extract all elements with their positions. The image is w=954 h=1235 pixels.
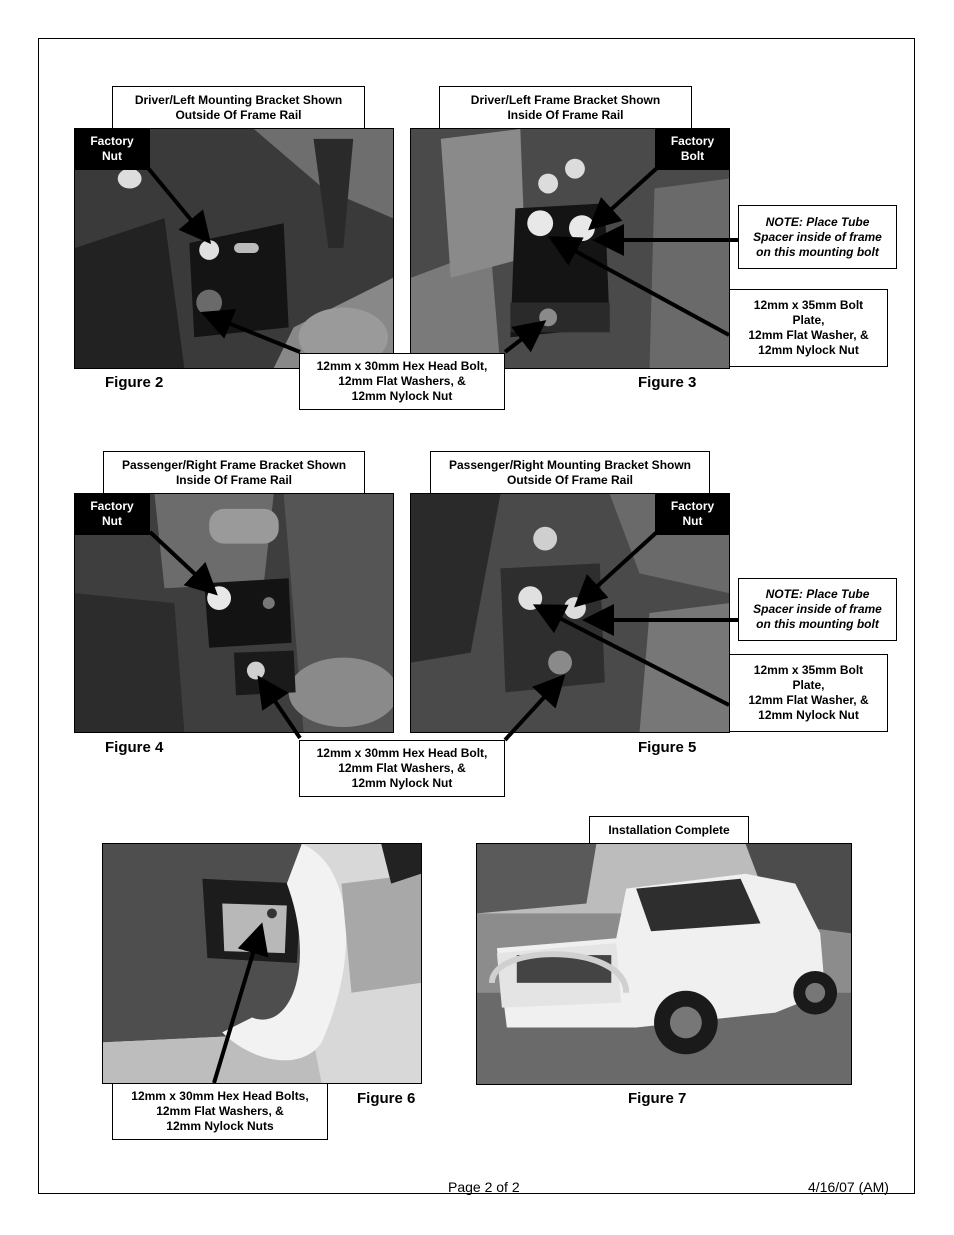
figure-6-photo [102, 843, 422, 1084]
figure-5-header: Passenger/Right Mounting Bracket Shown Outside Of Frame Rail [430, 451, 710, 493]
figure-3-label: Figure 3 [638, 374, 697, 391]
factory-nut-tag-2: Factory Nut [74, 493, 150, 535]
figure-7-label: Figure 7 [628, 1090, 687, 1107]
bolt-plate-callout-1: 12mm x 35mm Bolt Plate, 12mm Flat Washer, & 12mm Nylock Nut [729, 289, 888, 367]
bolt-plate-callout-2: 12mm x 35mm Bolt Plate, 12mm Flat Washer, & 12mm Nylock Nut [729, 654, 888, 732]
figure-4-header: Passenger/Right Frame Bracket Shown Inside Of Frame Rail [103, 451, 365, 493]
factory-bolt-tag: Factory Bolt [655, 128, 730, 170]
document-date: 4/16/07 (AM) [808, 1179, 889, 1195]
factory-nut-tag: Factory Nut [74, 128, 150, 170]
figure-4-label: Figure 4 [105, 739, 164, 756]
figure-7-header: Installation Complete [589, 816, 749, 843]
factory-nut-tag-3: Factory Nut [655, 493, 730, 535]
page-number: Page 2 of 2 [448, 1179, 520, 1195]
figure-2-header: Driver/Left Mounting Bracket Shown Outside Of Frame Rail [112, 86, 365, 128]
hex-bolts-callout: 12mm x 30mm Hex Head Bolts, 12mm Flat Washers, & 12mm Nylock Nuts [112, 1083, 328, 1140]
figure-2-label: Figure 2 [105, 374, 164, 391]
hex-bolt-callout-1: 12mm x 30mm Hex Head Bolt, 12mm Flat Washers, & 12mm Nylock Nut [299, 353, 505, 410]
figure-6-label: Figure 6 [357, 1090, 416, 1107]
hex-bolt-callout-2: 12mm x 30mm Hex Head Bolt, 12mm Flat Washers, & 12mm Nylock Nut [299, 740, 505, 797]
figure-7-photo [476, 843, 852, 1085]
figure-5-label: Figure 5 [638, 739, 697, 756]
tube-spacer-note-2: NOTE: Place Tube Spacer inside of frame on this mounting bolt [738, 578, 897, 641]
tube-spacer-note-1: NOTE: Place Tube Spacer inside of frame on this mounting bolt [738, 205, 897, 269]
figure-3-header: Driver/Left Frame Bracket Shown Inside Of Frame Rail [439, 86, 692, 128]
